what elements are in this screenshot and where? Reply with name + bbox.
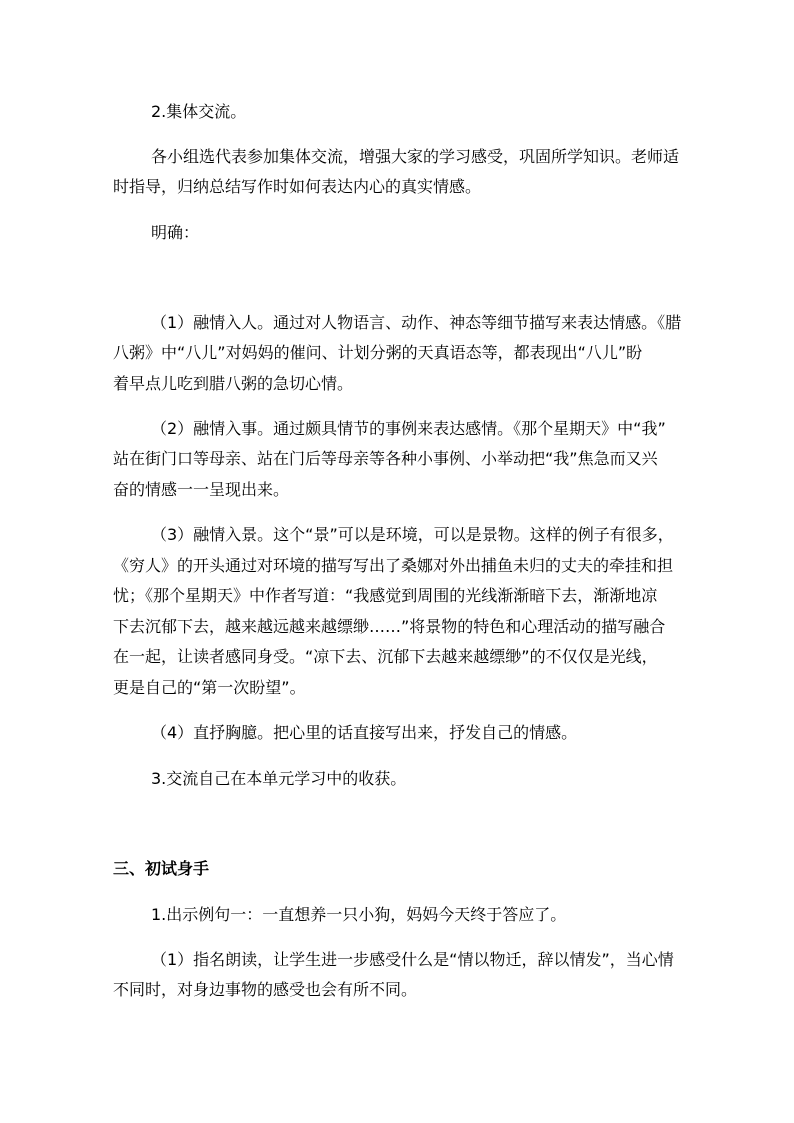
paragraph-line: （2）融情入事。通过颇具情节的事例来表达感情。《那个星期天》中“我” <box>151 419 666 438</box>
paragraph-line: 八粥》中“八儿”对妈妈的催问、计划分粥的天真语态等，都表现出“八儿”盼 <box>113 343 643 362</box>
paragraph-line: （4）直抒胸臆。把心里的话直接写出来，抒发自己的情感。 <box>151 723 578 742</box>
paragraph-line: 站在街门口等母亲、站在门后等母亲等各种小事例、小举动把“我”焦急而又兴 <box>113 449 658 468</box>
paragraph-line: 忧；《那个星期天》中作者写道：“我感觉到周围的光线渐渐暗下去，渐渐地凉 <box>113 586 658 605</box>
paragraph-line: 奋的情感一一呈现出来。 <box>113 480 290 499</box>
clarify-label: 明确： <box>151 223 200 242</box>
paragraph-line: 时指导，归纳总结写作时如何表达内心的真实情感。 <box>113 177 482 196</box>
paragraph-line: 《穷人》的开头通过对环境的描写写出了桑娜对外出捕鱼未归的丈夫的牵挂和担 <box>113 556 674 575</box>
paragraph-line: 在一起，让读者感同身受。“凉下去、沉郁下去越来越缥缈”的不仅仅是光线， <box>113 647 658 666</box>
item-2-heading: 2.集体交流。 <box>151 102 247 121</box>
paragraph-line: 着早点儿吃到腊八粥的急切心情。 <box>113 374 354 393</box>
paragraph-line: 各小组选代表参加集体交流，增强大家的学习感受，巩固所学知识。老师适 <box>151 147 680 166</box>
paragraph-line: 下去沉郁下去，越来越远越来越缥缈……”将景物的特色和心理活动的描写融合 <box>113 617 666 636</box>
paragraph-line: 不同时，对身边事物的感受也会有所不同。 <box>113 980 418 999</box>
paragraph-line: 更是自己的“第一次盼望”。 <box>113 678 306 697</box>
paragraph-line: （1）指名朗读，让学生进一步感受什么是“情以物迁，辞以情发”，当心情 <box>151 950 674 969</box>
paragraph-line: （1）融情入人。通过对人物语言、动作、神态等细节描写来表达情感。《腊 <box>151 313 682 332</box>
paragraph-line: 1.出示例句一：一直想养一只小狗，妈妈今天终于答应了。 <box>151 905 567 924</box>
section-heading: 三、初试身手 <box>113 859 210 878</box>
paragraph-line: （3）融情入景。这个“景”可以是环境，可以是景物。这样的例子有很多， <box>151 525 674 544</box>
item-3-heading: 3.交流自己在本单元学习中的收获。 <box>151 769 407 788</box>
